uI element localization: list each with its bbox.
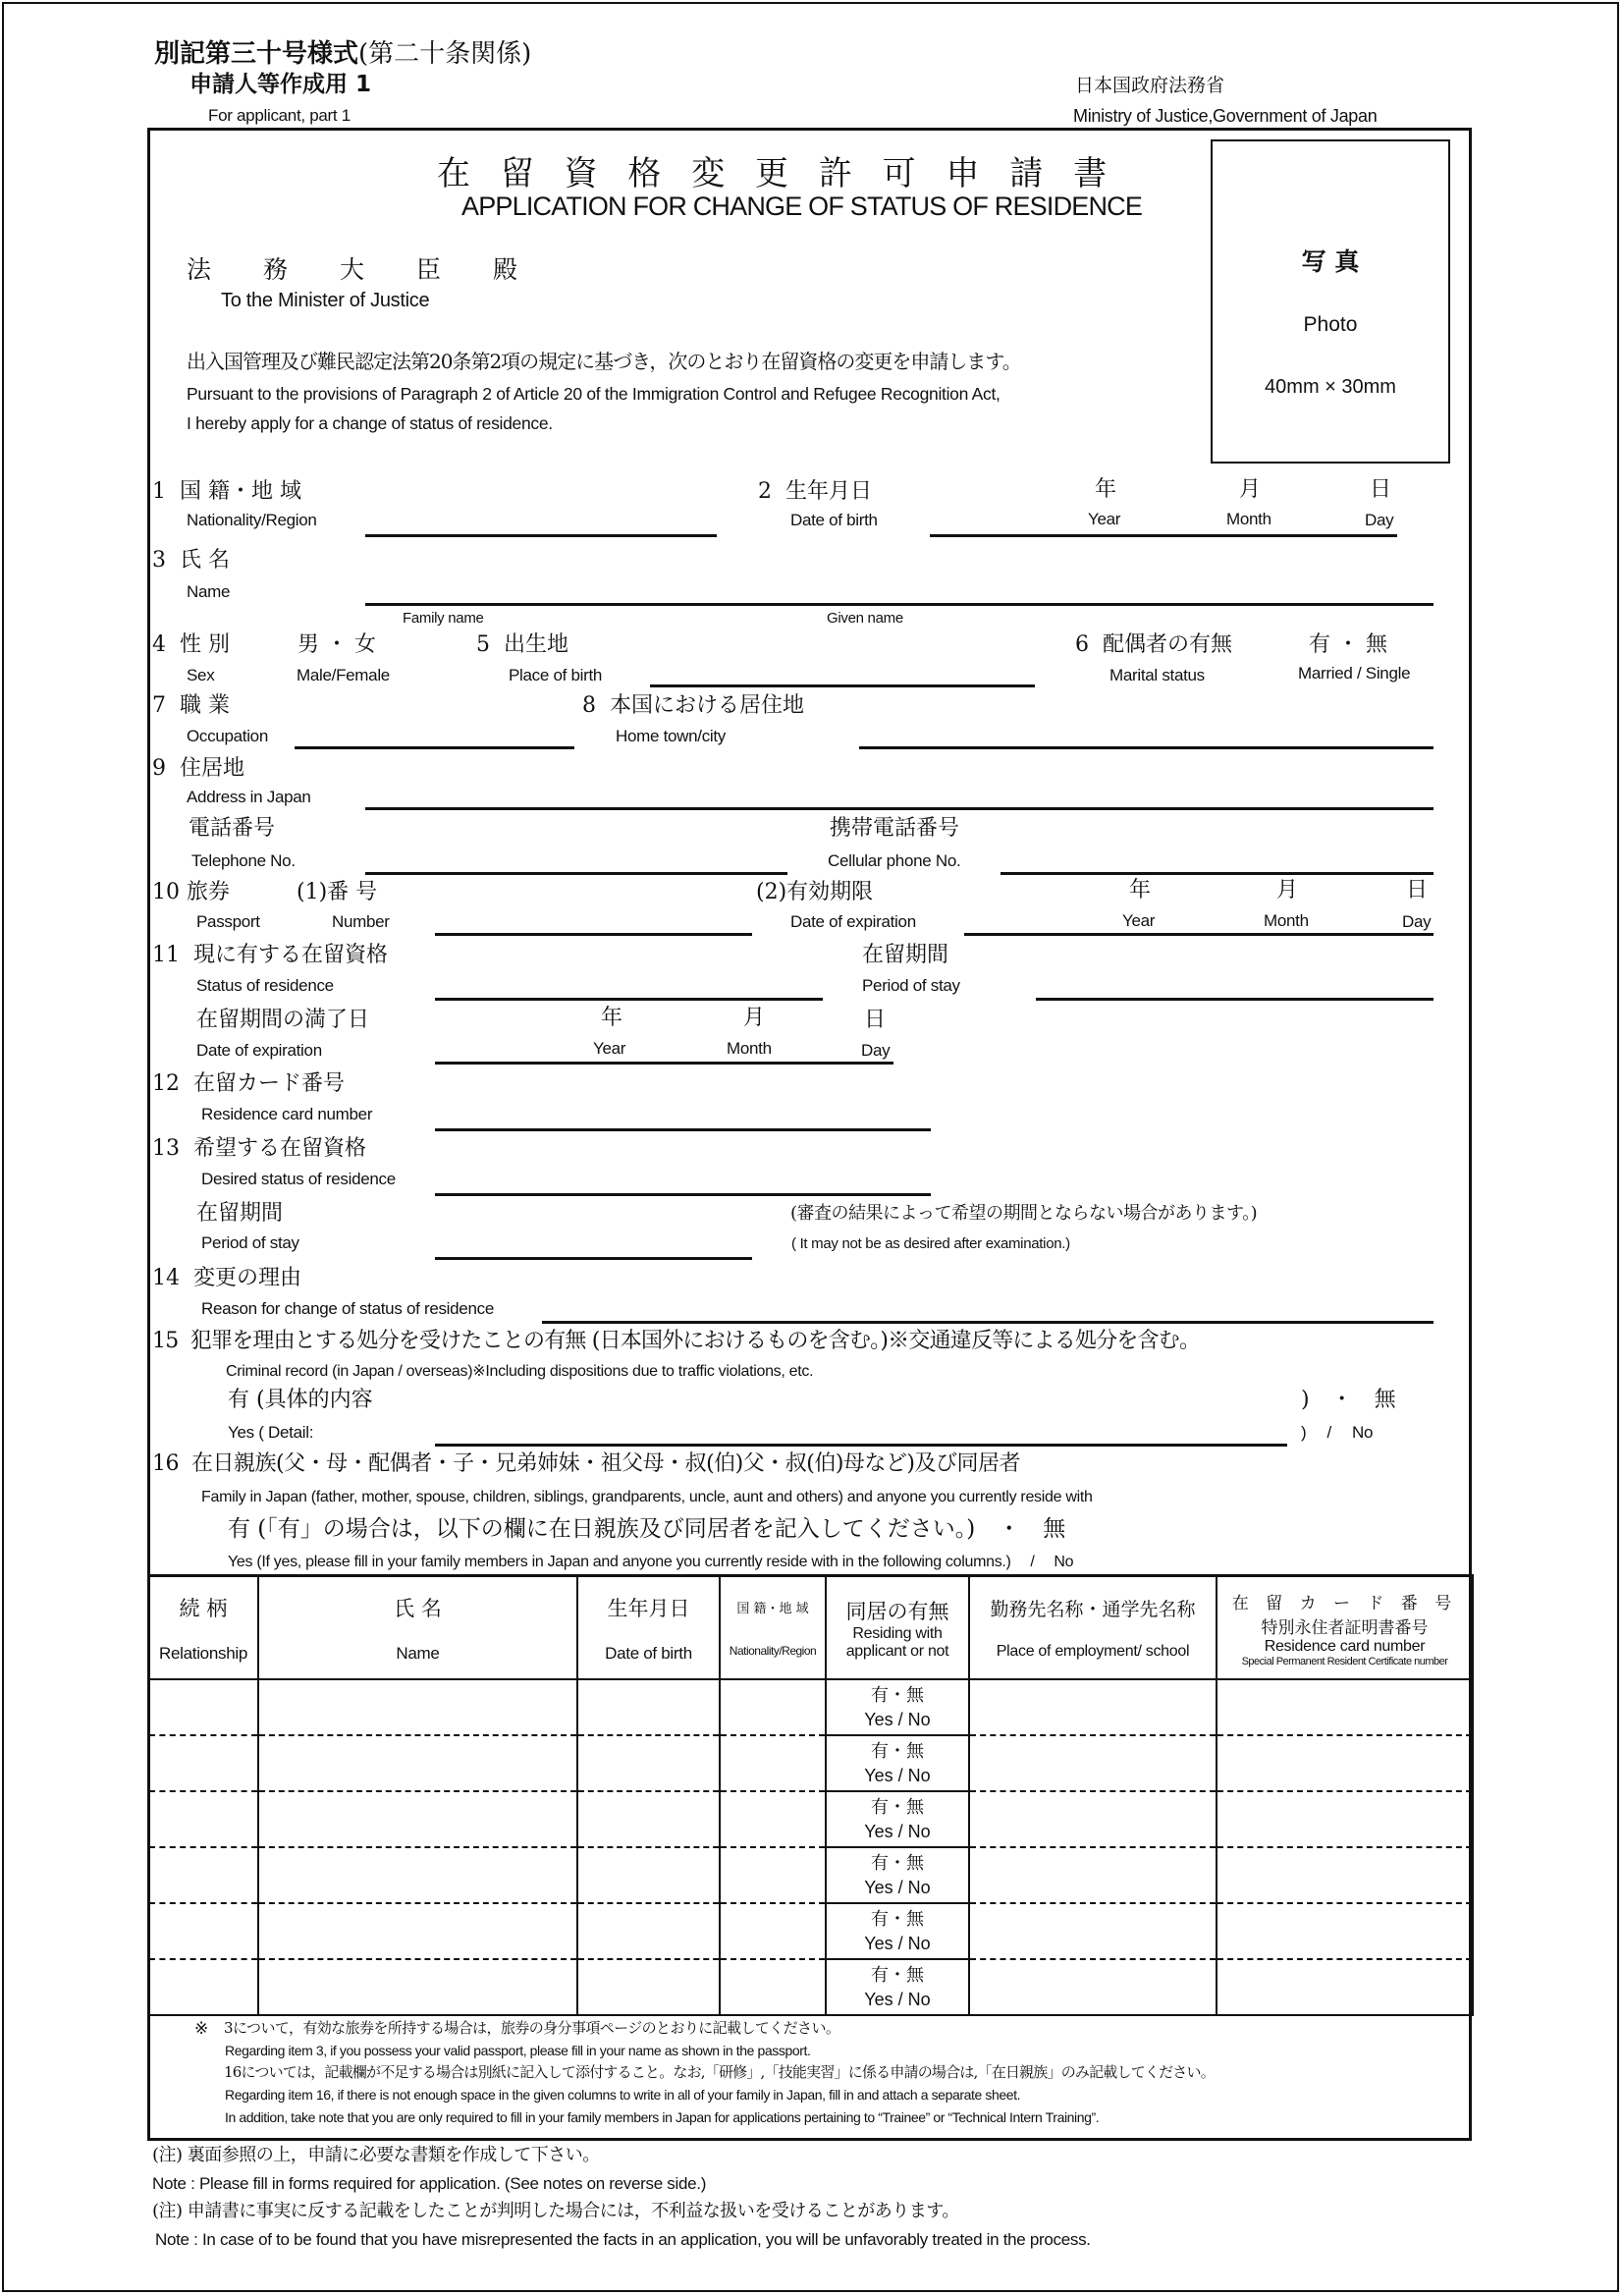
footer-note-2-jp: (注) 申請書に事実に反する記載をしたことが判明した場合には，不利益な扱いを受けることがあります。: [152, 2201, 959, 2221]
nationality-cell[interactable]: [720, 1791, 826, 1847]
telephone-label-en: Telephone No.: [191, 851, 296, 870]
desired-status-input[interactable]: [435, 1166, 939, 1189]
field-1-label-jp: 1 国 籍・地 域: [152, 479, 301, 504]
sex-options-jp[interactable]: 男 ・ 女: [298, 632, 376, 657]
passport-number-underline: [435, 933, 752, 936]
name-input[interactable]: [365, 574, 1441, 597]
current-exp-label-jp: 在留期間の満了日: [196, 1008, 370, 1032]
note-1-en: Regarding item 3, if you possess your valid passport, please fill in your name as shown in the passport.: [225, 2043, 811, 2058]
current-period-underline: [1036, 998, 1434, 1001]
note-1-jp: 3について，有効な旅券を所持する場合は，旅券の身分事項ページのとおりに記載してください。: [224, 2019, 840, 2037]
dob-cell[interactable]: [577, 1679, 720, 1735]
col-residing: 同居の有無 Residing with applicant or not: [826, 1576, 969, 1680]
cellphone-input[interactable]: [1001, 845, 1441, 868]
residence-card-underline: [435, 1128, 931, 1131]
title-jp: 在 留 資 格 変 更 許 可 申 請 書: [437, 154, 1117, 193]
current-status-input[interactable]: [435, 970, 831, 994]
criminal-yes-jp[interactable]: 有 (具体的内容: [228, 1388, 373, 1412]
reason-underline: [542, 1321, 1434, 1324]
passport-month-jp: 月: [1276, 878, 1299, 902]
field-3-label-en: Name: [187, 582, 231, 601]
photo-label-jp: 写 真: [1301, 247, 1360, 276]
telephone-label-jp: 電話番号: [189, 816, 276, 841]
field-2-label-en: Date of birth: [790, 511, 878, 529]
ministry-en: Ministry of Justice,Government of Japan: [1073, 106, 1378, 126]
applicant-part-en: For applicant, part 1: [208, 106, 351, 125]
nationality-cell[interactable]: [720, 1679, 826, 1735]
field-15-label-jp: 15 犯罪を理由とする処分を受けたことの有無 (日本国外におけるものを含む。)※交通違反等による処分を含む。: [152, 1329, 1201, 1353]
current-expiration-input[interactable]: [435, 1034, 901, 1058]
form-id-paren: (第二十条関係): [358, 39, 532, 69]
col-relationship: 続 柄 Relationship: [148, 1576, 258, 1680]
field-11-label-jp: 11 現に有する在留資格: [152, 943, 389, 967]
field-5-label-jp: 5 出生地: [476, 632, 569, 657]
field-11-label-en: Status of residence: [196, 976, 334, 995]
passport-year-en: Year: [1122, 911, 1156, 930]
field-14-label-jp: 14 変更の理由: [152, 1266, 302, 1290]
place-of-birth-underline: [650, 684, 1035, 687]
name-underline: [365, 603, 1434, 606]
date-of-birth-input[interactable]: [930, 503, 1405, 529]
current-exp-underline: [435, 1062, 893, 1065]
employment-cell[interactable]: [969, 1679, 1217, 1735]
passport-year-jp: 年: [1129, 878, 1152, 902]
criminal-detail-underline: [435, 1444, 1287, 1447]
current-status-underline: [435, 998, 823, 1001]
dob-cell[interactable]: [577, 1735, 720, 1791]
field-4-label-jp: 4 性 別: [152, 632, 230, 657]
field-1-label-en: Nationality/Region: [187, 511, 317, 529]
family-row: [148, 1791, 1473, 1847]
cellphone-label-jp: 携帯電話番号: [830, 816, 960, 841]
passport-exp-label-jp: (2)有効期限: [756, 880, 874, 904]
field-12-label-en: Residence card number: [201, 1105, 373, 1123]
address-underline: [365, 807, 1434, 810]
applicant-part-jp: 申請人等作成用 1: [189, 72, 372, 97]
family-row: [148, 1959, 1473, 2015]
field-4-label-en: Sex: [187, 666, 215, 684]
relationship-cell[interactable]: [148, 1903, 258, 1959]
field-3-label-jp: 3 氏 名: [152, 548, 230, 573]
occupation-underline: [295, 746, 574, 749]
home-town-underline: [859, 746, 1434, 749]
family-row: [148, 1903, 1473, 1959]
col-residence-card: 在 留 カ ー ド 番 号 特別永住者証明書番号 Residence card number Special Permanent Resident Certificate number: [1217, 1576, 1473, 1680]
criminal-no-jp[interactable]: ) ・ 無: [1301, 1388, 1396, 1412]
dob-day-jp: 日: [1370, 477, 1392, 502]
dob-day-en: Day: [1365, 511, 1394, 529]
name-cell[interactable]: [258, 1847, 577, 1903]
field-12-label-jp: 12 在留カード番号: [152, 1071, 346, 1096]
nationality-underline: [365, 534, 717, 537]
family-table: [147, 1574, 1474, 2016]
preamble-en-1: Pursuant to the provisions of Paragraph 2 of Article 20 of the Immigration Control and Refugee Recognition Act,: [187, 384, 1001, 404]
card-cell[interactable]: [1217, 1791, 1473, 1847]
marital-options-jp[interactable]: 有 ・ 無: [1309, 632, 1387, 657]
current-exp-month-jp: 月: [743, 1006, 766, 1030]
residing-cell[interactable]: 有・無 Yes / No: [826, 1847, 969, 1903]
footer-note-1-jp: (注) 裏面参照の上，申請に必要な書類を作成して下さい。: [152, 2145, 600, 2165]
residing-cell[interactable]: 有・無 Yes / No: [826, 1959, 969, 2015]
desired-period-input[interactable]: [435, 1230, 760, 1253]
cellphone-underline: [1001, 872, 1434, 875]
field-10-label-en: Passport: [196, 912, 260, 931]
card-cell[interactable]: [1217, 1959, 1473, 2015]
criminal-detail-input[interactable]: [435, 1416, 1295, 1440]
col-nationality: 国 籍・地 域 Nationality/Region: [720, 1576, 826, 1680]
relationship-cell[interactable]: [148, 1959, 258, 2015]
addressee-en: To the Minister of Justice: [221, 290, 430, 311]
dob-cell[interactable]: [577, 1847, 720, 1903]
field-6-label-jp: 6 配偶者の有無: [1075, 632, 1233, 657]
card-cell[interactable]: [1217, 1847, 1473, 1903]
field-8-label-jp: 8 本国における居住地: [582, 693, 805, 718]
col-dob: 生年月日 Date of birth: [577, 1576, 720, 1680]
employment-cell[interactable]: [969, 1735, 1217, 1791]
criminal-yes-en: Yes ( Detail:: [228, 1423, 314, 1442]
marital-options-en: Married / Single: [1298, 664, 1411, 683]
nationality-input[interactable]: [365, 503, 725, 526]
place-of-birth-input[interactable]: [650, 656, 1043, 680]
desired-period-label-en: Period of stay: [201, 1233, 299, 1252]
field-13-label-jp: 13 希望する在留資格: [152, 1136, 367, 1161]
ministry-jp: 日本国政府法務省: [1075, 75, 1225, 96]
residence-card-input[interactable]: [435, 1101, 939, 1124]
desired-period-underline: [435, 1257, 752, 1260]
residing-cell[interactable]: 有・無 Yes / No: [826, 1679, 969, 1735]
name-cell[interactable]: [258, 1959, 577, 2015]
col-employment: 勤務先名称・通学先名称 Place of employment/ school: [969, 1576, 1217, 1680]
passport-month-en: Month: [1264, 911, 1309, 930]
photo-size: 40mm × 30mm: [1265, 376, 1396, 398]
current-period-label-jp: 在留期間: [862, 943, 949, 967]
telephone-input[interactable]: [365, 845, 795, 868]
dob-year-jp: 年: [1095, 477, 1117, 502]
preamble-jp: 出入国管理及び難民認定法第20条第2項の規定に基づき，次のとおり在留資格の変更を申請します。: [187, 350, 1021, 373]
field-16-label-jp: 16 在日親族(父・母・配偶者・子・兄弟姉妹・祖父母・叔(伯)父・叔(伯)母など)及び同居者: [152, 1451, 1021, 1476]
passport-exp-label-en: Date of expiration: [790, 912, 916, 931]
field-7-label-jp: 7 職 業: [152, 693, 230, 718]
footer-note-2-en: Note : In case of to be found that you have misrepresented the facts in an application, you will be unfavorably treated in the process.: [155, 2230, 1091, 2249]
name-cell[interactable]: [258, 1903, 577, 1959]
field-7-label-en: Occupation: [187, 727, 268, 745]
current-exp-month-en: Month: [727, 1039, 772, 1058]
nationality-cell[interactable]: [720, 1735, 826, 1791]
nationality-cell[interactable]: [720, 1847, 826, 1903]
title-en: APPLICATION FOR CHANGE OF STATUS OF RESIDENCE: [461, 191, 1143, 221]
name-cell[interactable]: [258, 1679, 577, 1735]
residing-cell[interactable]: 有・無 Yes / No: [826, 1903, 969, 1959]
passport-number-label-jp: (1)番 号: [297, 880, 378, 904]
family-row: [148, 1679, 1473, 1735]
residing-cell[interactable]: 有・無 Yes / No: [826, 1735, 969, 1791]
cellphone-label-en: Cellular phone No.: [828, 851, 961, 870]
passport-expiration-input[interactable]: [964, 906, 1441, 930]
passport-exp-underline: [964, 933, 1434, 936]
dob-year-en: Year: [1088, 510, 1121, 528]
card-cell[interactable]: [1217, 1903, 1473, 1959]
dob-underline: [930, 534, 1397, 537]
field-8-label-en: Home town/city: [616, 727, 727, 745]
relationship-cell[interactable]: [148, 1679, 258, 1735]
dob-month-jp: 月: [1239, 477, 1262, 502]
photo-box[interactable]: [1211, 139, 1450, 464]
employment-cell[interactable]: [969, 1847, 1217, 1903]
current-exp-day-en: Day: [861, 1041, 891, 1060]
preamble-en-2: I hereby apply for a change of status of residence.: [187, 413, 553, 433]
relationship-cell[interactable]: [148, 1735, 258, 1791]
field-13-label-en: Desired status of residence: [201, 1170, 396, 1188]
home-town-input[interactable]: [859, 719, 1441, 742]
telephone-underline: [365, 872, 787, 875]
name-cell[interactable]: [258, 1735, 577, 1791]
nationality-cell[interactable]: [720, 1959, 826, 2015]
passport-day-jp: 日: [1406, 878, 1429, 902]
passport-number-input[interactable]: [435, 906, 760, 930]
photo-label-en: Photo: [1303, 313, 1358, 336]
current-period-input[interactable]: [1036, 970, 1441, 994]
employment-cell[interactable]: [969, 1903, 1217, 1959]
occupation-input[interactable]: [295, 719, 582, 742]
nationality-cell[interactable]: [720, 1903, 826, 1959]
relationship-cell[interactable]: [148, 1847, 258, 1903]
field-10-label-jp: 10 旅券: [152, 880, 231, 904]
dob-cell[interactable]: [577, 1791, 720, 1847]
family-table-header: [148, 1576, 1473, 1680]
form-id: [154, 41, 531, 67]
family-row: [148, 1735, 1473, 1791]
note-3-en: In addition, take note that you are only required to fill in your family members in Japan for applications pertaining to “Trainee” or “Technical Intern Training”.: [225, 2109, 1100, 2125]
field-14-label-en: Reason for change of status of residence: [201, 1299, 494, 1318]
col-name: 氏 名 Name: [258, 1576, 577, 1680]
field-15-label-en: Criminal record (in Japan / overseas)※Including dispositions due to traffic violations, etc.: [226, 1363, 814, 1380]
current-exp-year-en: Year: [593, 1039, 626, 1058]
card-cell[interactable]: [1217, 1679, 1473, 1735]
current-exp-label-en: Date of expiration: [196, 1041, 322, 1060]
current-exp-day-jp: 日: [864, 1008, 887, 1032]
address-input[interactable]: [365, 780, 1441, 803]
dob-cell[interactable]: [577, 1959, 720, 2015]
employment-cell[interactable]: [969, 1791, 1217, 1847]
passport-day-en: Day: [1402, 912, 1432, 931]
form-id-label: 別記第三十号様式: [154, 39, 359, 69]
residing-cell[interactable]: 有・無 Yes / No: [826, 1791, 969, 1847]
field-2-label-jp: 2 生年月日: [758, 479, 873, 504]
family-row: [148, 1847, 1473, 1903]
card-cell[interactable]: [1217, 1735, 1473, 1791]
addressee-jp: 法 務 大 臣 殿: [187, 255, 532, 284]
given-name-label: Given name: [827, 610, 903, 627]
name-cell[interactable]: [258, 1791, 577, 1847]
footer-note-1-en: Note : Please fill in forms required for application. (See notes on reverse side.): [152, 2174, 707, 2193]
field-5-label-en: Place of birth: [509, 666, 603, 684]
passport-number-label-en: Number: [332, 912, 390, 931]
note-2-jp: 16については，記載欄が不足する場合は別紙に記入して添付すること。なお,「研修」,「技能実習」に係る申請の場合は,「在日親族」のみ記載してください。: [224, 2063, 1215, 2081]
criminal-no-en: ) / No: [1301, 1423, 1374, 1442]
dob-month-en: Month: [1226, 510, 1271, 528]
desired-period-label-jp: 在留期間: [196, 1201, 284, 1226]
desired-status-underline: [435, 1193, 931, 1196]
dob-cell[interactable]: [577, 1903, 720, 1959]
field-9-label-jp: 9 住居地: [152, 756, 245, 781]
family-name-label: Family name: [403, 610, 484, 627]
reason-input[interactable]: [542, 1294, 1441, 1318]
family-yes-no-en: Yes (If yes, please fill in your family members in Japan and anyone you currently reside with in the following columns.) / No: [228, 1554, 1074, 1570]
family-yes-no-jp[interactable]: 有 (「有」の場合は，以下の欄に在日親族及び同居者を記入してください。) ・ 無: [228, 1516, 1066, 1542]
note-2-en: Regarding item 16, if there is not enough space in the given columns to write in all of your family in Japan, fill in and attach a separate sheet.: [225, 2087, 1021, 2103]
current-period-label-en: Period of stay: [862, 976, 960, 995]
desired-period-note-jp: (審査の結果によって希望の期間とならない場合があります。): [790, 1203, 1258, 1224]
employment-cell[interactable]: [969, 1959, 1217, 2015]
field-16-label-en: Family in Japan (father, mother, spouse, children, siblings, grandparents, uncle, aunt and others) and anyone you currently reside with: [201, 1489, 1093, 1505]
current-exp-year-jp: 年: [601, 1006, 623, 1030]
notes-mark: ※: [194, 2019, 209, 2039]
relationship-cell[interactable]: [148, 1791, 258, 1847]
desired-period-note-en: ( It may not be as desired after examination.): [791, 1235, 1070, 1252]
sex-options-en: Male/Female: [297, 666, 390, 684]
field-9-label-en: Address in Japan: [187, 788, 311, 806]
field-6-label-en: Marital status: [1109, 666, 1205, 684]
